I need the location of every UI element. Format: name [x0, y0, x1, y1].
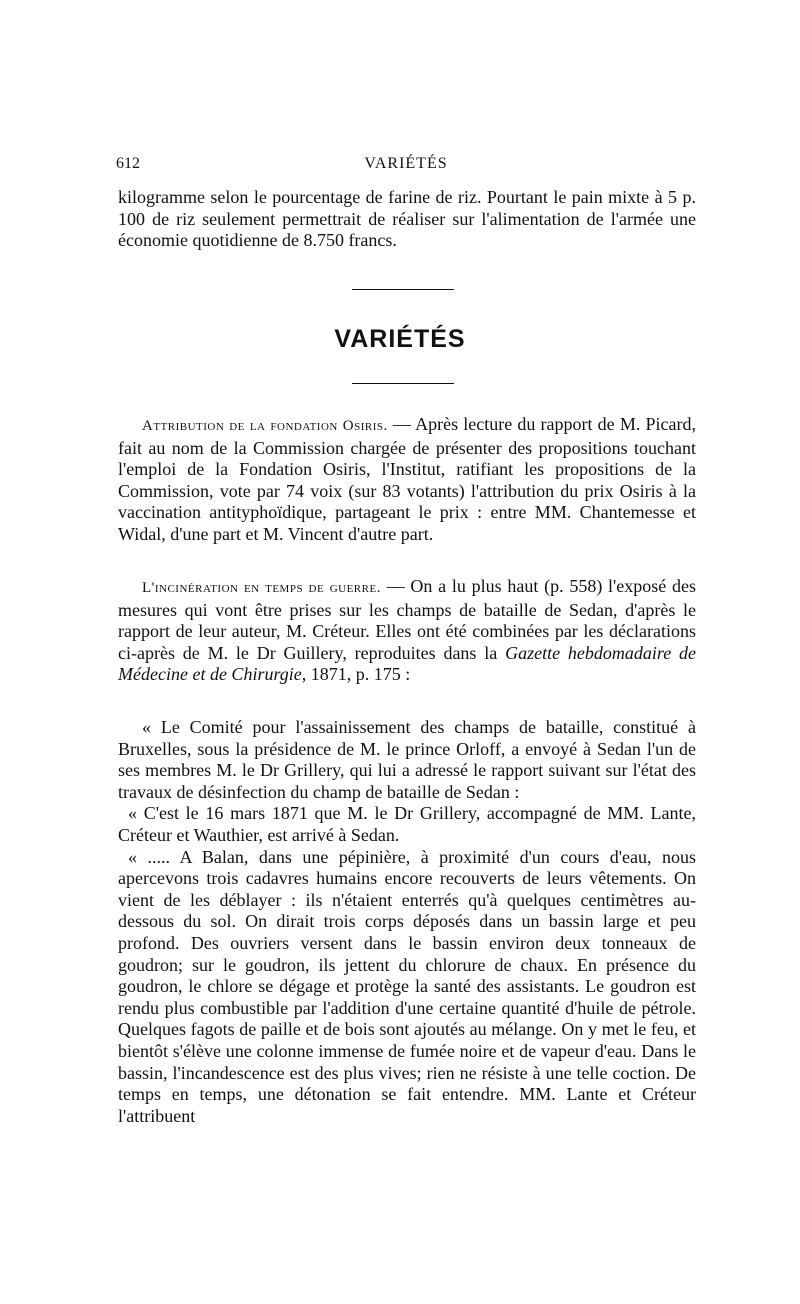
article-osiris-paragraph — [118, 414, 696, 546]
intro-text: kilogramme selon le pourcentage de farine de riz. Pourtant le pain mixte à 5 p. 100 de riz seulement permettrait de réaliser sur l'alimentation de l'armée une économie quotidienne de 8.750 francs. — [118, 187, 696, 251]
article-osiris — [118, 414, 696, 546]
article-incineration — [118, 576, 696, 686]
quoted-report — [118, 717, 696, 1127]
section-rule-top — [352, 289, 454, 290]
section-title: VARIÉTÉS — [334, 325, 466, 353]
article-osiris-text: — Après lecture du rapport de M. Picard, fait au nom de la Commission chargée de présenter des propositions touchant l'emploi de la Fondation Osiris, l'Institut, ratifiant les propositions de la Commission, vote par 74 voix (sur 83 votants) l'attribution du prix Osiris à la vaccination antityphoïdique, partageant le prix : entre MM. Chantemesse et Widal, d'une part et M. Vincent d'autre part. — [118, 414, 696, 544]
article-incineration-paragraph — [118, 576, 696, 686]
page-number: 612 — [116, 155, 140, 172]
running-header — [116, 155, 696, 179]
quote-paragraph-balan: « ..... A Balan, dans une pépinière, à proximité d'un cours d'eau, nous apercevons trois cadavres humains encore recouverts de leurs vêtements. On vient de les déblayer : ils n'étaient enterrés qu'à quelques centimètres au-dessous du sol. On dirait trois corps déposés dans un bassin large et peu profond. Des ouvriers versent dans le bassin environ deux tonneaux de goudron; sur le goudron, ils jettent du chlorure de chaux. En présence du goudron, le chlore se dégage et protège la santé des assistants. Le goudron est rendu plus combustible par l'addition d'une certaine quantité d'huile de pétrole. Quelques fagots de paille et de bois sont ajoutés au mélange. On y met le feu, et bientôt s'élève une colonne immense de fumée noire et de vapeur d'eau. Dans le bassin, l'incandescence est des plus vives; rien ne résiste à une telle coction. De temps en temps, une détonation se fait entendre. MM. Lante et Créteur l'attribuent — [118, 846, 696, 1126]
article-incineration-text-after: , 1871, p. 175 : — [301, 664, 411, 685]
section-rule-bottom — [352, 383, 454, 384]
article-incineration-text-before: — On a lu plus haut (p. 558) l'exposé des mesures qui vont être prises sur les champs de bataille de Sedan, d'après le rapport de leur auteur, M. Créteur. Elles ont été combinées par les déclarations ci-après de M. le Dr Guillery, reproduites dans la — [118, 576, 697, 663]
quote-paragraph-committee: « Le Comité pour l'assainissement des champs de bataille, constitué à Bruxelles, sous la présidence de M. le prince Orloff, a envoyé à Sedan l'un de ses membres M. le Dr Grillery, qui lui a adressé le rapport suivant sur l'état des travaux de désinfection du champ de bataille de Sedan : — [118, 717, 696, 802]
journal-title: Gazette hebdomadaire de Médecine et de Chirurgie — [118, 642, 697, 685]
intro-paragraph — [118, 187, 696, 252]
article-incineration-heading: L'incinération en temps de guerre. — [142, 580, 381, 596]
article-osiris-heading: Attribution de la fondation Osiris. — [142, 418, 388, 434]
running-title: VARIÉTÉS — [364, 155, 448, 172]
quote-paragraph-arrival: « C'est le 16 mars 1871 que M. le Dr Grillery, accompagné de MM. Lante, Créteur et Wauthier, est arrivé à Sedan. — [118, 803, 696, 845]
